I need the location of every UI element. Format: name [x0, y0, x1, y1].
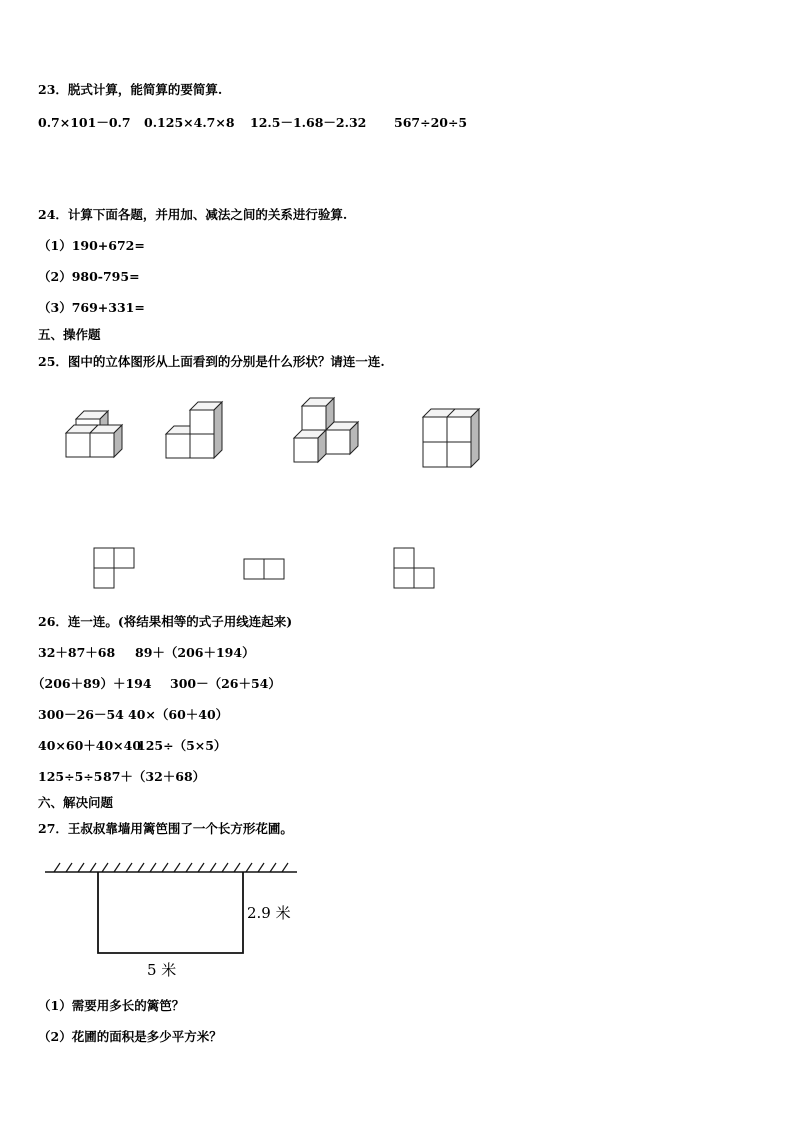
solid-figure-1: [60, 410, 130, 465]
q26-right-expr-3: 40×（60＋40）: [128, 707, 229, 722]
section-6-heading: 六、解决问题: [38, 795, 114, 810]
q24-item-3: （3）769+331=: [38, 300, 145, 315]
solid-figure-4: [418, 404, 488, 470]
q26-left-expr-4: 40×60＋40×40: [38, 738, 142, 753]
q27-item-1: （1）需要用多长的篱笆？: [38, 998, 185, 1013]
q26-left-expr-5: 125÷5÷5: [38, 769, 103, 784]
garden-height-label: 2.9 米: [247, 904, 291, 922]
q24-item-1: （1）190+672=: [38, 238, 145, 253]
section-5-heading: 五、操作题: [38, 327, 101, 342]
wall-hatching: [54, 863, 288, 872]
q26-right-expr-4: 125÷（5×5）: [137, 738, 227, 753]
q27-item-2: （2）花圃的面积是多少平方米？: [38, 1029, 222, 1044]
top-view-2: [243, 558, 287, 580]
solid-figure-2: [160, 400, 230, 465]
solid-figure-3: [288, 396, 368, 466]
q26-title: 26．连一连。(将结果相等的式子用线连起来): [38, 614, 293, 629]
q27-title: 27．王叔叔靠墙用篱笆围了一个长方形花圃。: [38, 821, 293, 836]
q25-title: 25．图中的立体图形从上面看到的分别是什么形状？请连一连.: [38, 354, 385, 369]
q26-left-expr-1: 32＋87＋68: [38, 645, 116, 660]
q23-expr-4: 567÷20÷5: [394, 115, 468, 130]
q26-left-expr-2: （206＋89）＋194: [32, 676, 152, 691]
q23-expr-2: 0.125×4.7×8: [144, 115, 235, 130]
q26-right-expr-5: 87＋（32＋68）: [103, 769, 206, 784]
q26-right-expr-1: 89＋（206＋194）: [135, 645, 255, 660]
garden-diagram: [40, 858, 310, 983]
q24-item-2: （2）980-795=: [38, 269, 140, 284]
q23-expr-3: 12.5－1.68－2.32: [250, 115, 367, 130]
garden-width-label: 5 米: [147, 961, 177, 979]
q26-left-expr-3: 300－26－54: [38, 707, 124, 722]
top-view-3: [393, 547, 437, 589]
q24-title: 24．计算下面各题，并用加、减法之间的关系进行验算.: [38, 207, 348, 222]
q23-expr-1: 0.7×101－0.7: [38, 115, 131, 130]
q26-right-expr-2: 300－（26＋54）: [170, 676, 281, 691]
top-view-1: [93, 547, 137, 589]
q23-title: 23．脱式计算，能简算的要简算.: [38, 82, 223, 97]
